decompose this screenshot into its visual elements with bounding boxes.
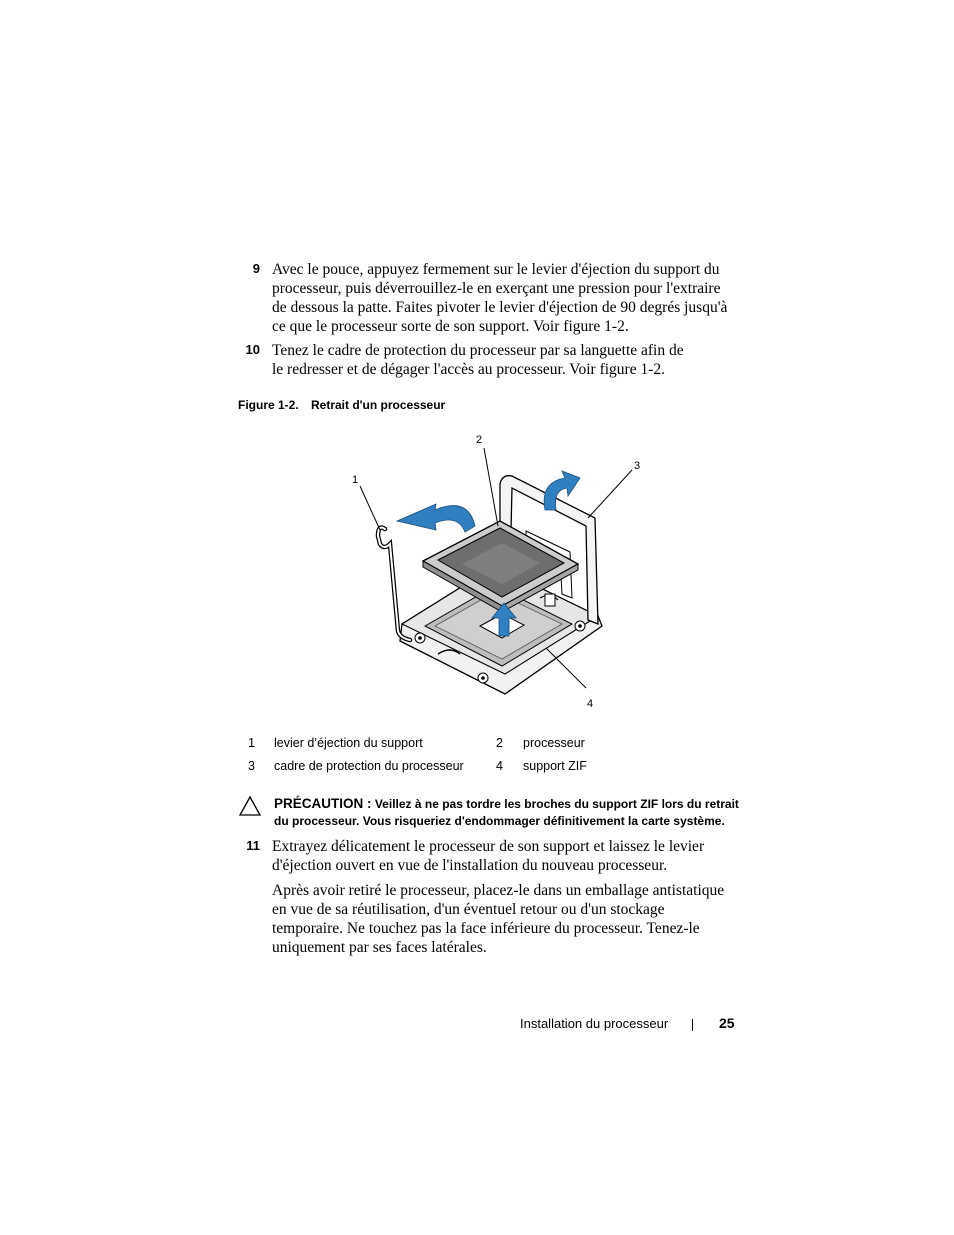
legend-row bbox=[238, 759, 658, 782]
callout-3: 3 bbox=[634, 460, 641, 472]
legend-number: 3 bbox=[248, 759, 255, 773]
step-number: 10 bbox=[245, 342, 260, 357]
legend-text: processeur bbox=[523, 736, 585, 750]
footer-section-title: Installation du processeur bbox=[520, 1016, 669, 1031]
footer-divider bbox=[692, 1019, 693, 1031]
figure-legend bbox=[238, 736, 658, 782]
caution-triangle-icon bbox=[238, 795, 262, 817]
caution-label: PRÉCAUTION : bbox=[274, 796, 372, 811]
legend-number: 2 bbox=[496, 736, 503, 750]
storage-paragraph bbox=[272, 881, 736, 957]
text-line: ce que le processeur sorte de son support. Voir figure 1-2. bbox=[272, 318, 629, 335]
legend-number: 1 bbox=[248, 736, 255, 750]
callout-2: 2 bbox=[476, 434, 483, 446]
figure-caption bbox=[238, 398, 445, 412]
text-line: temporaire. Ne touchez pas la face inférieure du processeur. Tenez-le bbox=[272, 920, 700, 937]
figure-title: Retrait d'un processeur bbox=[311, 398, 446, 412]
text-line: le redresser et de dégager l'accès au processeur. Voir figure 1-2. bbox=[272, 361, 665, 378]
figure-number: Figure 1-2. bbox=[238, 398, 299, 412]
caution-line: du processeur. Vous risqueriez d'endommager définitivement la carte système. bbox=[274, 814, 725, 828]
lever-rotate-arrow-icon bbox=[397, 504, 475, 532]
text-line: uniquement par ses faces latérales. bbox=[272, 939, 487, 956]
legend-number: 4 bbox=[496, 759, 503, 773]
text-line: d'éjection ouvert en vue de l'installation du nouveau processeur. bbox=[272, 857, 668, 874]
page-number: 25 bbox=[719, 1015, 735, 1031]
caution-line: Veillez à ne pas tordre les broches du support ZIF lors du retrait bbox=[374, 797, 739, 811]
legend-text: cadre de protection du processeur bbox=[274, 759, 464, 773]
text-line: en vue de sa réutilisation, d'un éventuel retour ou d'un stockage bbox=[272, 901, 665, 918]
text-line: Avec le pouce, appuyez fermement sur le levier d'éjection du support du bbox=[272, 261, 720, 278]
step-text bbox=[272, 837, 736, 875]
text-line: Après avoir retiré le processeur, placez-le dans un emballage antistatique bbox=[272, 882, 725, 899]
step-number: 11 bbox=[246, 838, 260, 853]
step-text bbox=[272, 260, 736, 336]
legend-text: support ZIF bbox=[523, 759, 587, 773]
caution-text bbox=[274, 795, 738, 830]
text-line: processeur, puis déverrouillez-le en exerçant une pression pour l'extraire bbox=[272, 280, 721, 297]
processor-removal-illustration bbox=[340, 426, 660, 716]
text-line: de dessous la patte. Faites pivoter le levier d'éjection de 90 degrés jusqu'à bbox=[272, 299, 728, 316]
callout-4: 4 bbox=[587, 698, 594, 710]
step-text bbox=[272, 341, 736, 379]
text-line: Tenez le cadre de protection du processeur par sa languette afin de bbox=[272, 342, 684, 359]
text-line: Extrayez délicatement le processeur de son support et laissez le levier bbox=[272, 838, 705, 855]
legend-row bbox=[238, 736, 658, 759]
legend-text: levier d’éjection du support bbox=[274, 736, 423, 750]
step-number: 9 bbox=[252, 261, 260, 276]
callout-1: 1 bbox=[352, 474, 359, 486]
